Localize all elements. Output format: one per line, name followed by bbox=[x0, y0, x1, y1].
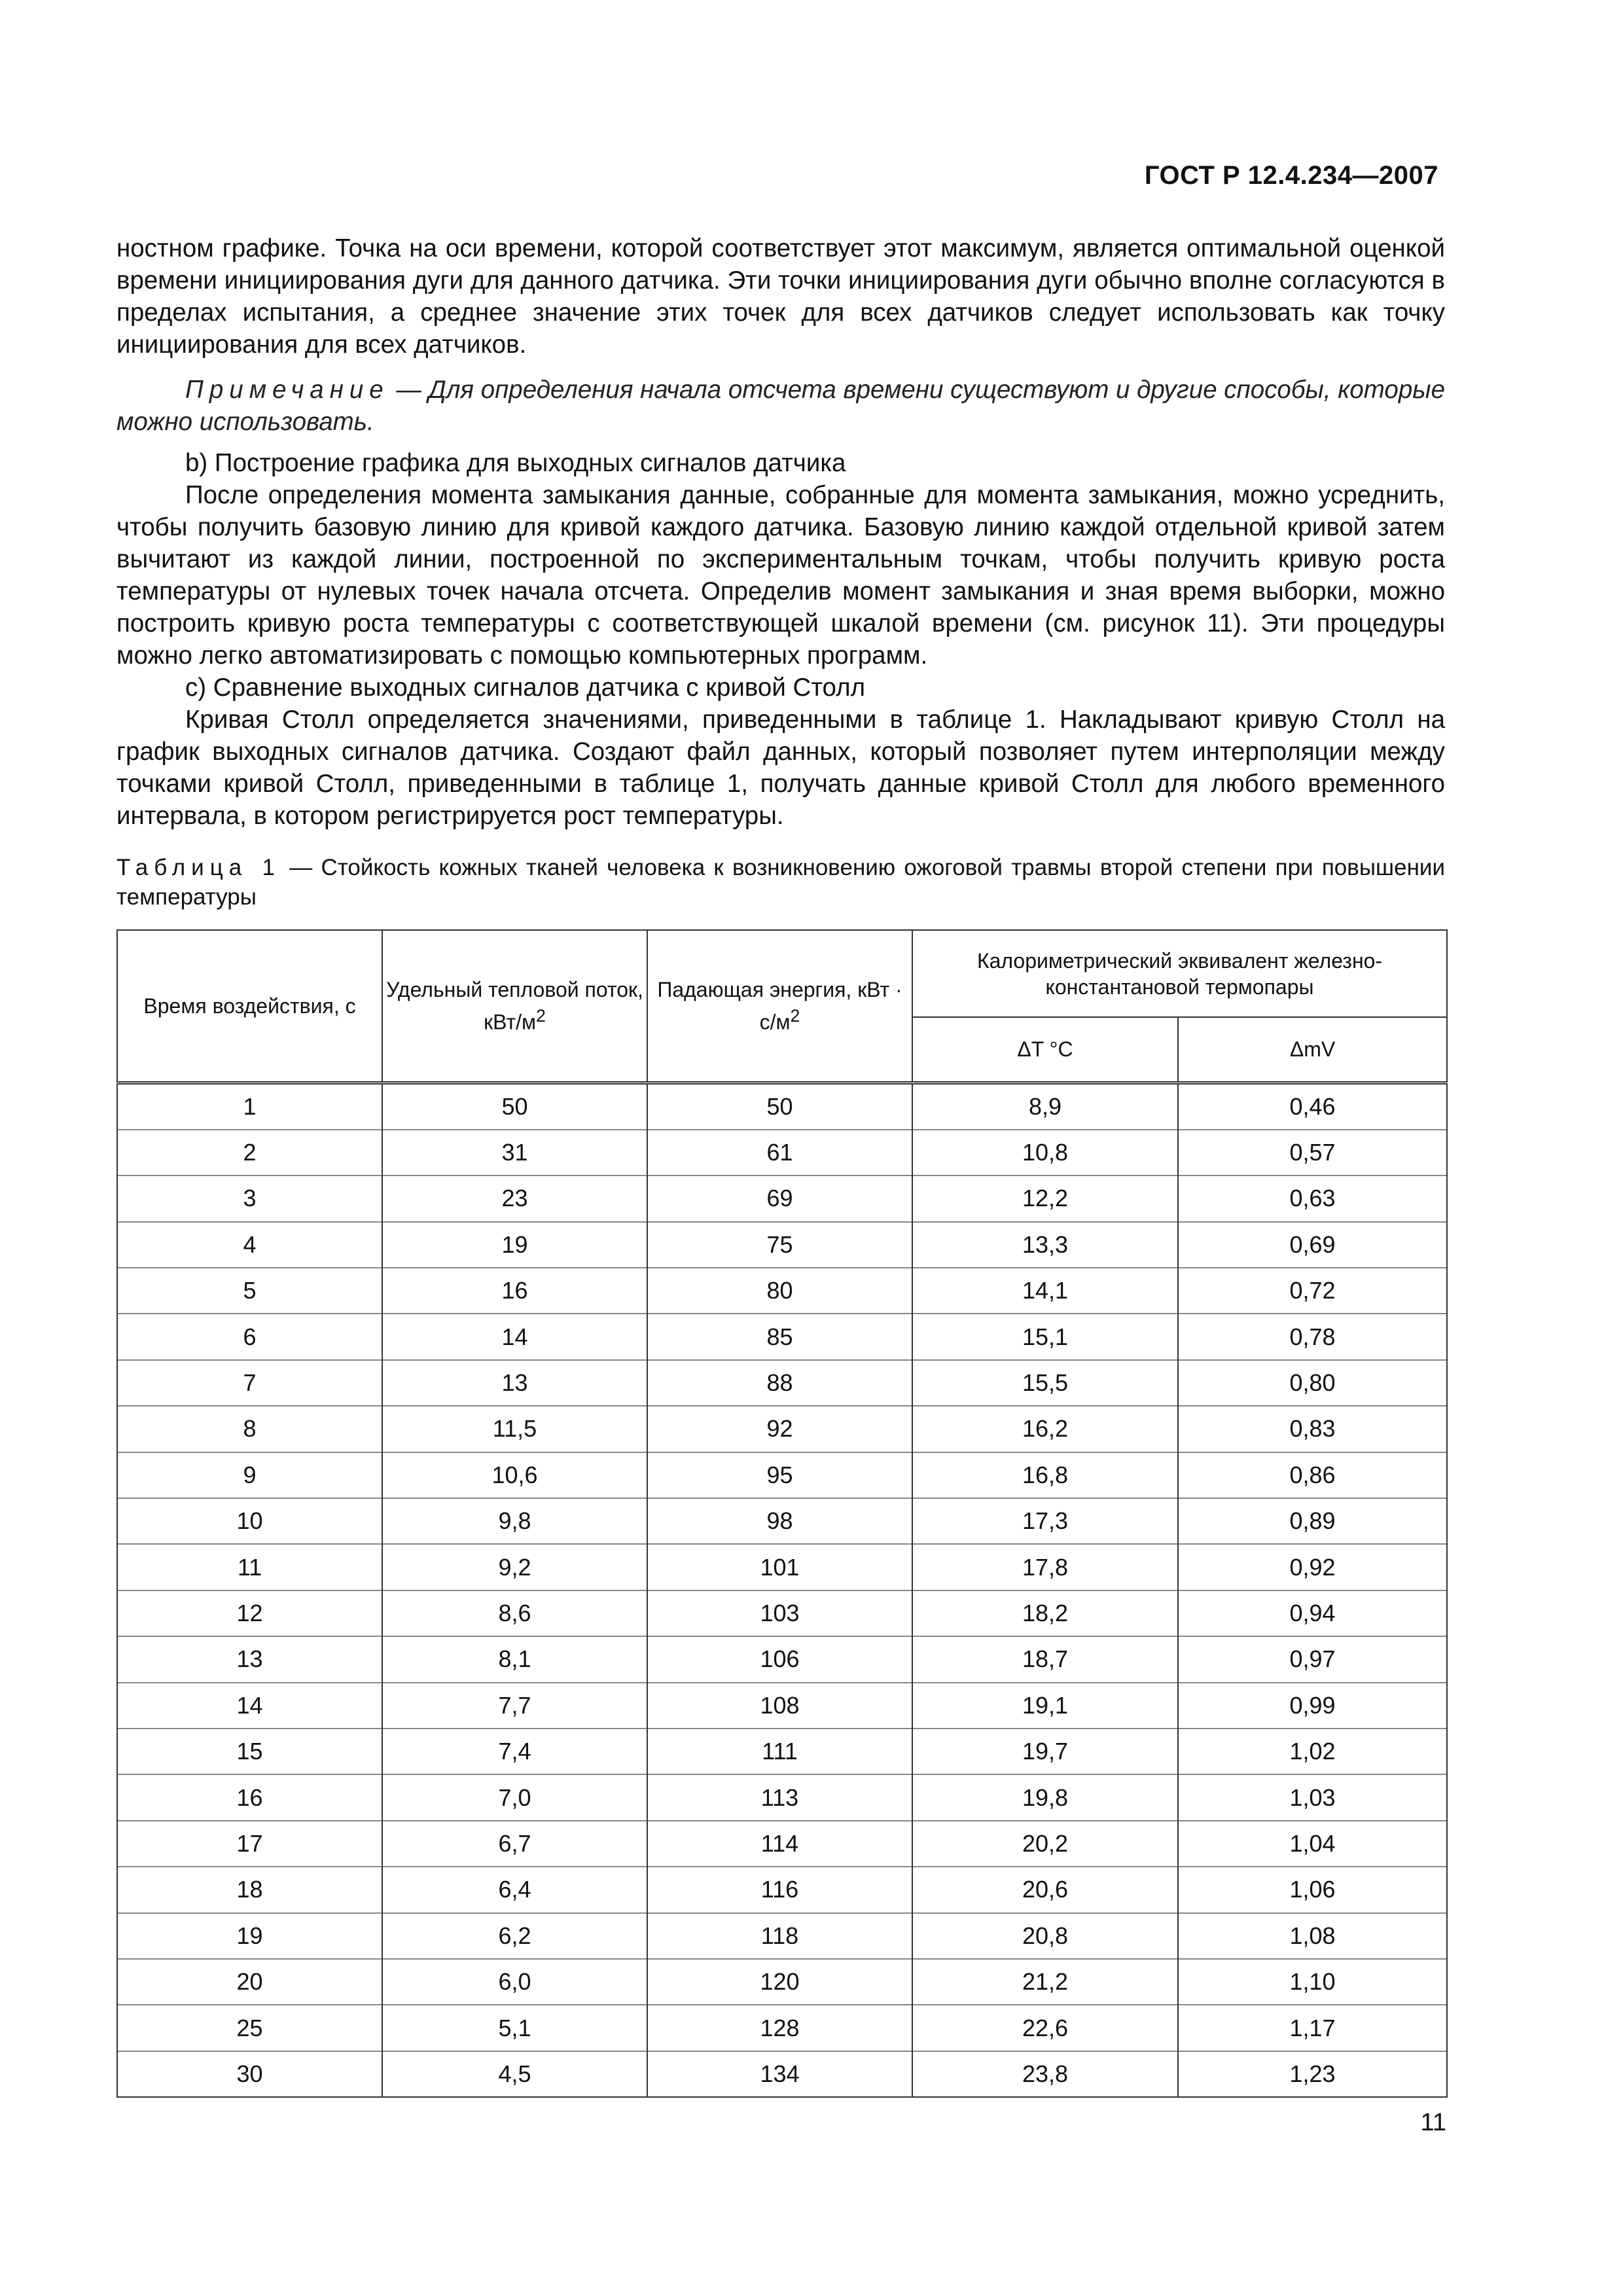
section-b-heading: b) Построение графика для выходных сигналов датчика bbox=[185, 449, 846, 477]
table-cell: 18 bbox=[117, 1867, 382, 1912]
page-number: 11 bbox=[1420, 2109, 1446, 2136]
table-cell: 15,1 bbox=[912, 1314, 1178, 1359]
table-cell: 0,94 bbox=[1178, 1590, 1447, 1636]
table-cell: 10 bbox=[117, 1498, 382, 1544]
note-text: — Для определения начала отсчета времени существуют и другие способы, которые можно использовать. bbox=[116, 376, 1445, 436]
table-cell: 18,2 bbox=[912, 1590, 1178, 1636]
table-cell: 17 bbox=[117, 1821, 382, 1867]
table-cell: 20,8 bbox=[912, 1913, 1178, 1959]
table-cell: 88 bbox=[647, 1360, 912, 1406]
table-cell: 1 bbox=[117, 1083, 382, 1130]
table-cell: 50 bbox=[382, 1083, 647, 1130]
table-cell: 2 bbox=[117, 1130, 382, 1175]
table-cell: 1,06 bbox=[1178, 1867, 1447, 1912]
table-caption bbox=[116, 853, 1445, 912]
table-row bbox=[117, 2051, 1447, 2097]
table-row bbox=[117, 2005, 1447, 2051]
table-cell: 20 bbox=[117, 1959, 382, 2005]
table-cell: 6,4 bbox=[382, 1867, 647, 1912]
table-cell: 4,5 bbox=[382, 2051, 647, 2097]
table-cell: 0,57 bbox=[1178, 1130, 1447, 1175]
table-cell: 0,46 bbox=[1178, 1083, 1447, 1130]
table-row bbox=[117, 1544, 1447, 1590]
table-cell: 106 bbox=[647, 1636, 912, 1682]
table-cell: 8 bbox=[117, 1406, 382, 1452]
table-cell: 0,86 bbox=[1178, 1452, 1447, 1498]
header-incident-energy: Падающая энергия, кВт · $с/м^2$ bbox=[647, 930, 912, 1083]
table-cell: 1,10 bbox=[1178, 1959, 1447, 2005]
table-cell: 16 bbox=[382, 1268, 647, 1314]
table-row bbox=[117, 1821, 1447, 1867]
table-cell: 101 bbox=[647, 1544, 912, 1590]
body-text bbox=[116, 232, 1445, 832]
table-cell: 0,99 bbox=[1178, 1683, 1447, 1729]
table-cell: 17,8 bbox=[912, 1544, 1178, 1590]
table-cell: 98 bbox=[647, 1498, 912, 1544]
table-cell: 13 bbox=[117, 1636, 382, 1682]
table-cell: 10,6 bbox=[382, 1452, 647, 1498]
table-cell: 20,6 bbox=[912, 1867, 1178, 1912]
table-row bbox=[117, 1222, 1447, 1268]
table-row bbox=[117, 1083, 1447, 1130]
table-cell: 69 bbox=[647, 1175, 912, 1221]
table-cell: 13,3 bbox=[912, 1222, 1178, 1268]
table-cell: 0,78 bbox=[1178, 1314, 1447, 1359]
table-cell: 16 bbox=[117, 1774, 382, 1820]
table-cell: 95 bbox=[647, 1452, 912, 1498]
stoll-curve-table bbox=[116, 929, 1448, 2098]
table-cell: 61 bbox=[647, 1130, 912, 1175]
table-cell: 118 bbox=[647, 1913, 912, 1959]
table-row bbox=[117, 1729, 1447, 1774]
table-cell: 113 bbox=[647, 1774, 912, 1820]
table-cell: 5,1 bbox=[382, 2005, 647, 2051]
table-cell: 75 bbox=[647, 1222, 912, 1268]
table-cell: 11,5 bbox=[382, 1406, 647, 1452]
table-body bbox=[117, 1083, 1447, 2097]
table-row bbox=[117, 1268, 1447, 1314]
table-cell: 6 bbox=[117, 1314, 382, 1359]
table-cell: 85 bbox=[647, 1314, 912, 1359]
table-cell: 50 bbox=[647, 1083, 912, 1130]
table-cell: 0,80 bbox=[1178, 1360, 1447, 1406]
table-cell: 19 bbox=[382, 1222, 647, 1268]
table-row bbox=[117, 1314, 1447, 1359]
table-cell: 4 bbox=[117, 1222, 382, 1268]
table-cell: 7,7 bbox=[382, 1683, 647, 1729]
header-heat-flux: Удельный тепловой поток, кВт/$м^2$ bbox=[382, 930, 647, 1083]
table-cell: 0,69 bbox=[1178, 1222, 1447, 1268]
table-cell: 9,8 bbox=[382, 1498, 647, 1544]
table-cell: 134 bbox=[647, 2051, 912, 2097]
table-cell: 18,7 bbox=[912, 1636, 1178, 1682]
table-cell: 0,72 bbox=[1178, 1268, 1447, 1314]
table-cell: 0,97 bbox=[1178, 1636, 1447, 1682]
table-cell: 1,17 bbox=[1178, 2005, 1447, 2051]
table-cell: 9,2 bbox=[382, 1544, 647, 1590]
table-cell: 25 bbox=[117, 2005, 382, 2051]
table-cell: 11 bbox=[117, 1544, 382, 1590]
table-row bbox=[117, 1360, 1447, 1406]
note bbox=[116, 374, 1445, 438]
header-delta-t: ΔT °C bbox=[912, 1017, 1178, 1083]
table-row bbox=[117, 1867, 1447, 1912]
table-cell: 5 bbox=[117, 1268, 382, 1314]
table-row bbox=[117, 1774, 1447, 1820]
paragraph-continuation: ностном графике. Точка на оси времени, которой соответствует этот максимум, является оптимальной оценкой времени инициирования дуги для данного датчика. Эти точки инициирования дуги обычно вполне согласуются в пределах испытания, а среднее значение этих точек для всех датчиков следует использовать как точку инициирования для всех датчиков. bbox=[116, 234, 1445, 359]
table-cell: 114 bbox=[647, 1821, 912, 1867]
table-cell: 23,8 bbox=[912, 2051, 1178, 2097]
table-cell: 12 bbox=[117, 1590, 382, 1636]
section-b-text: После определения момента замыкания данные, собранные для момента замыкания, можно усреднить, чтобы получить базовую линию для кривой каждого датчика. Базовую линию каждой отдельной кривой затем вычитают из каждой линии, построенной по экспериментальным точкам, чтобы получить кривую роста температуры от нулевых точек начала отсчета. Определив момент замыкания и зная время выборки, можно построить кривую роста температуры с соответствующей шкалой времени (см. рисунок 11). Эти процедуры можно легко автоматизировать с помощью компьютерных программ. bbox=[116, 481, 1445, 670]
table-row bbox=[117, 1452, 1447, 1498]
header-delta-mv: ΔmV bbox=[1178, 1017, 1447, 1083]
table-cell: 116 bbox=[647, 1867, 912, 1912]
document-header: ГОСТ Р 12.4.234—2007 bbox=[1144, 161, 1438, 190]
table-cell: 22,6 bbox=[912, 2005, 1178, 2051]
table-cell: 1,04 bbox=[1178, 1821, 1447, 1867]
table-cell: 1,03 bbox=[1178, 1774, 1447, 1820]
table-cell: 17,3 bbox=[912, 1498, 1178, 1544]
table-cell: 14,1 bbox=[912, 1268, 1178, 1314]
table-cell: 8,9 bbox=[912, 1083, 1178, 1130]
table-row bbox=[117, 1913, 1447, 1959]
table-cell: 30 bbox=[117, 2051, 382, 2097]
table-cell: 14 bbox=[117, 1683, 382, 1729]
table-row bbox=[117, 1959, 1447, 2005]
table-cell: 16,8 bbox=[912, 1452, 1178, 1498]
table-cell: 108 bbox=[647, 1683, 912, 1729]
table-cell: 31 bbox=[382, 1130, 647, 1175]
table-row bbox=[117, 1498, 1447, 1544]
table-cell: 15,5 bbox=[912, 1360, 1178, 1406]
table-row bbox=[117, 1636, 1447, 1682]
table-cell: 19 bbox=[117, 1913, 382, 1959]
table-cell: 7,4 bbox=[382, 1729, 647, 1774]
table-cell: 23 bbox=[382, 1175, 647, 1221]
table-cell: 1,23 bbox=[1178, 2051, 1447, 2097]
table-cell: 15 bbox=[117, 1729, 382, 1774]
table-cell: 128 bbox=[647, 2005, 912, 2051]
table-cell: 10,8 bbox=[912, 1130, 1178, 1175]
table-cell: 19,8 bbox=[912, 1774, 1178, 1820]
table-row bbox=[117, 1175, 1447, 1221]
table-row bbox=[117, 1406, 1447, 1452]
table-cell: 103 bbox=[647, 1590, 912, 1636]
section-c-heading: c) Сравнение выходных сигналов датчика с кривой Столл bbox=[185, 673, 866, 702]
note-label: Примечание bbox=[185, 376, 389, 404]
table-cell: 12,2 bbox=[912, 1175, 1178, 1221]
table-cell: 0,63 bbox=[1178, 1175, 1447, 1221]
table-cell: 6,7 bbox=[382, 1821, 647, 1867]
table-cell: 1,02 bbox=[1178, 1729, 1447, 1774]
table-cell: 0,89 bbox=[1178, 1498, 1447, 1544]
table-cell: 6,0 bbox=[382, 1959, 647, 2005]
table-cell: 0,83 bbox=[1178, 1406, 1447, 1452]
table-caption-label: Таблица 1 bbox=[116, 855, 281, 880]
table-cell: 1,08 bbox=[1178, 1913, 1447, 1959]
table-cell: 7 bbox=[117, 1360, 382, 1406]
table-cell: 21,2 bbox=[912, 1959, 1178, 2005]
header-exposure-time: Время воздействия, с bbox=[117, 930, 382, 1083]
table-cell: 20,2 bbox=[912, 1821, 1178, 1867]
table-cell: 3 bbox=[117, 1175, 382, 1221]
table-cell: 6,2 bbox=[382, 1913, 647, 1959]
table-cell: 8,1 bbox=[382, 1636, 647, 1682]
table-cell: 13 bbox=[382, 1360, 647, 1406]
table-cell: 0,92 bbox=[1178, 1544, 1447, 1590]
table-cell: 111 bbox=[647, 1729, 912, 1774]
table-cell: 14 bbox=[382, 1314, 647, 1359]
table-cell: 19,7 bbox=[912, 1729, 1178, 1774]
table-row bbox=[117, 1590, 1447, 1636]
table-cell: 16,2 bbox=[912, 1406, 1178, 1452]
table-row bbox=[117, 1683, 1447, 1729]
table-cell: 120 bbox=[647, 1959, 912, 2005]
table-row bbox=[117, 1130, 1447, 1175]
table-cell: 9 bbox=[117, 1452, 382, 1498]
table-cell: 92 bbox=[647, 1406, 912, 1452]
table-cell: 80 bbox=[647, 1268, 912, 1314]
table-caption-text: — Стойкость кожных тканей человека к возникновению ожоговой травмы второй степени при повышении температуры bbox=[116, 855, 1445, 910]
table-cell: 19,1 bbox=[912, 1683, 1178, 1729]
section-c-text: Кривая Столл определяется значениями, приведенными в таблице 1. Накладывают кривую Столл на график выходных сигналов датчика. Создают файл данных, который позволяет путем интерполяции между точками кривой Столл, приведенными в таблице 1, получать данные кривой Столл для любого временного интервала, в котором регистрируется рост температуры. bbox=[116, 706, 1445, 830]
header-calorimetric-equivalent: Калориметрический эквивалент железно-константановой термопары bbox=[912, 930, 1447, 1017]
table-cell: 8,6 bbox=[382, 1590, 647, 1636]
table-cell: 7,0 bbox=[382, 1774, 647, 1820]
